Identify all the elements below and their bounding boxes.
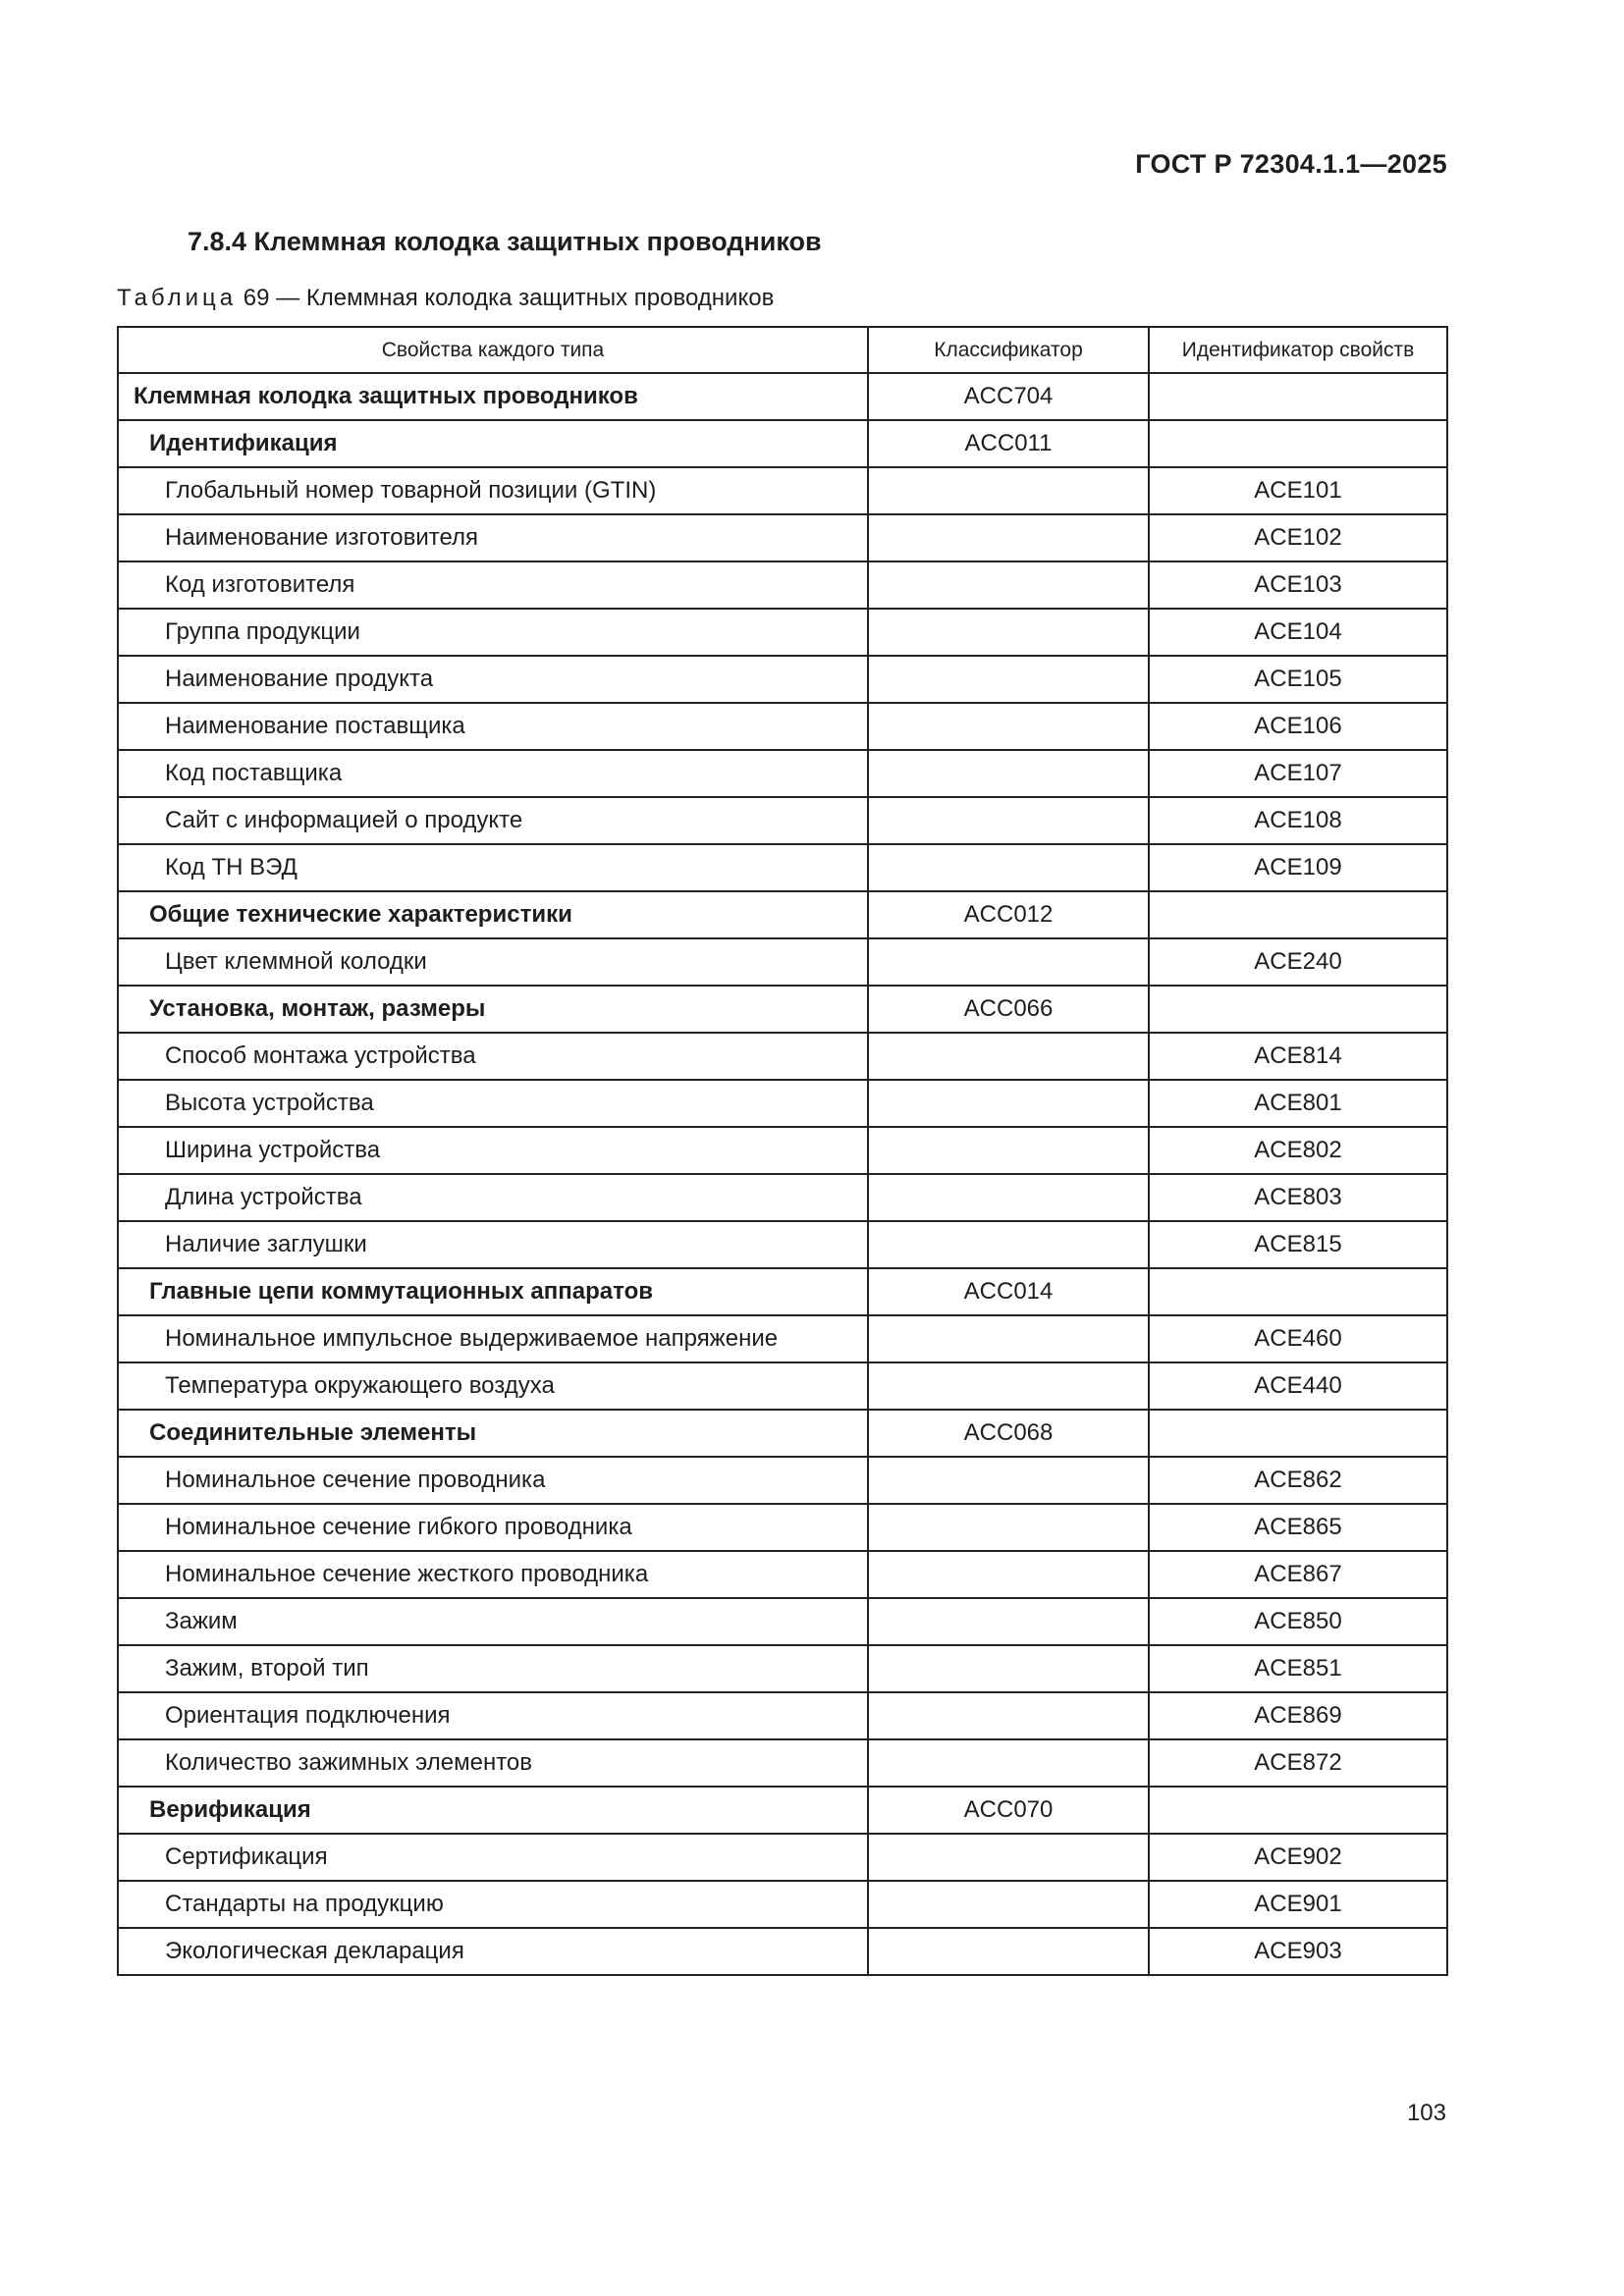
cell-property-name: Наименование поставщика [118, 703, 868, 750]
cell-property-name: Код ТН ВЭД [118, 844, 868, 891]
table-row [118, 1881, 1447, 1928]
cell-property-id: ACE107 [1149, 750, 1447, 797]
table-row [118, 1834, 1447, 1881]
cell-classifier: ACC704 [868, 373, 1149, 420]
cell-property-id: ACE851 [1149, 1645, 1447, 1692]
cell-property-id [1149, 1410, 1447, 1457]
table-row [118, 1362, 1447, 1410]
cell-property-id [1149, 891, 1447, 938]
cell-classifier [868, 1504, 1149, 1551]
table-row [118, 1315, 1447, 1362]
table-row [118, 1504, 1447, 1551]
cell-property-id [1149, 986, 1447, 1033]
cell-property-id [1149, 420, 1447, 467]
cell-property-name: Сайт с информацией о продукте [118, 797, 868, 844]
table-row [118, 609, 1447, 656]
cell-property-name: Ориентация подключения [118, 1692, 868, 1739]
table-row [118, 561, 1447, 609]
cell-property-id: ACE872 [1149, 1739, 1447, 1787]
table-row [118, 1787, 1447, 1834]
cell-property-id: ACE109 [1149, 844, 1447, 891]
cell-property-name: Номинальное сечение проводника [118, 1457, 868, 1504]
cell-classifier [868, 844, 1149, 891]
cell-property-name: Способ монтажа устройства [118, 1033, 868, 1080]
section-heading: 7.8.4 Клеммная колодка защитных проводников [188, 227, 822, 256]
cell-classifier [868, 1739, 1149, 1787]
page-number: 103 [1406, 2100, 1446, 2126]
cell-classifier: ACC068 [868, 1410, 1149, 1457]
cell-property-name: Номинальное сечение жесткого проводника [118, 1551, 868, 1598]
table-caption-label: Таблица [117, 285, 238, 311]
header-property-id: Идентификатор свойств [1149, 327, 1447, 373]
cell-classifier [868, 1598, 1149, 1645]
cell-property-name: Номинальное импульсное выдерживаемое напряжение [118, 1315, 868, 1362]
table-row [118, 1928, 1447, 1975]
cell-property-id [1149, 373, 1447, 420]
cell-property-name: Код поставщика [118, 750, 868, 797]
cell-property-name: Экологическая декларация [118, 1928, 868, 1975]
cell-property-id: ACE102 [1149, 514, 1447, 561]
cell-property-name: Наименование изготовителя [118, 514, 868, 561]
cell-property-id: ACE862 [1149, 1457, 1447, 1504]
cell-classifier [868, 1080, 1149, 1127]
cell-classifier [868, 1881, 1149, 1928]
table-row [118, 1410, 1447, 1457]
cell-property-id: ACE815 [1149, 1221, 1447, 1268]
cell-property-id: ACE903 [1149, 1928, 1447, 1975]
cell-classifier [868, 1551, 1149, 1598]
table-row [118, 420, 1447, 467]
cell-property-id: ACE104 [1149, 609, 1447, 656]
table-row [118, 514, 1447, 561]
cell-property-id: ACE460 [1149, 1315, 1447, 1362]
table-row [118, 844, 1447, 891]
cell-property-id: ACE902 [1149, 1834, 1447, 1881]
header-properties: Свойства каждого типа [118, 327, 868, 373]
table-row [118, 797, 1447, 844]
table-row [118, 467, 1447, 514]
cell-classifier [868, 609, 1149, 656]
table-row [118, 891, 1447, 938]
cell-property-name: Клеммная колодка защитных проводников [118, 373, 868, 420]
cell-property-name: Ширина устройства [118, 1127, 868, 1174]
cell-property-name: Установка, монтаж, размеры [118, 986, 868, 1033]
cell-property-name: Цвет клеммной колодки [118, 938, 868, 986]
cell-property-id: ACE850 [1149, 1598, 1447, 1645]
cell-property-name: Группа продукции [118, 609, 868, 656]
cell-property-id: ACE803 [1149, 1174, 1447, 1221]
cell-classifier [868, 750, 1149, 797]
table-row [118, 656, 1447, 703]
cell-property-name: Температура окружающего воздуха [118, 1362, 868, 1410]
cell-classifier [868, 1315, 1149, 1362]
table-row [118, 1598, 1447, 1645]
cell-property-name: Сертификация [118, 1834, 868, 1881]
table-row [118, 1645, 1447, 1692]
cell-property-name: Глобальный номер товарной позиции (GTIN) [118, 467, 868, 514]
cell-classifier [868, 1834, 1149, 1881]
cell-property-id: ACE869 [1149, 1692, 1447, 1739]
document-code: ГОСТ Р 72304.1.1—2025 [1135, 149, 1447, 179]
cell-classifier [868, 1457, 1149, 1504]
table-row [118, 1692, 1447, 1739]
cell-property-id: ACE240 [1149, 938, 1447, 986]
cell-property-id: ACE814 [1149, 1033, 1447, 1080]
table-row [118, 703, 1447, 750]
properties-table [117, 326, 1448, 1976]
table-caption [117, 285, 774, 312]
cell-property-id: ACE440 [1149, 1362, 1447, 1410]
cell-classifier: ACC014 [868, 1268, 1149, 1315]
table-header-row [118, 327, 1447, 373]
table-row [118, 1739, 1447, 1787]
table-row [118, 373, 1447, 420]
cell-classifier [868, 1928, 1149, 1975]
cell-classifier [868, 1645, 1149, 1692]
table-row [118, 986, 1447, 1033]
cell-classifier [868, 938, 1149, 986]
cell-property-id [1149, 1268, 1447, 1315]
table-row [118, 1174, 1447, 1221]
table-row [118, 1127, 1447, 1174]
cell-property-name: Количество зажимных элементов [118, 1739, 868, 1787]
table-body [118, 373, 1447, 1975]
cell-property-id: ACE106 [1149, 703, 1447, 750]
cell-classifier [868, 1221, 1149, 1268]
cell-classifier: ACC011 [868, 420, 1149, 467]
cell-classifier [868, 1692, 1149, 1739]
table-caption-text: 69 — Клеммная колодка защитных проводников [243, 285, 775, 311]
cell-property-id: ACE105 [1149, 656, 1447, 703]
cell-classifier [868, 1033, 1149, 1080]
cell-property-id: ACE101 [1149, 467, 1447, 514]
cell-property-name: Главные цепи коммутационных аппаратов [118, 1268, 868, 1315]
cell-property-name: Наименование продукта [118, 656, 868, 703]
table-row [118, 1268, 1447, 1315]
table-row [118, 750, 1447, 797]
table-row [118, 1080, 1447, 1127]
cell-property-id: ACE801 [1149, 1080, 1447, 1127]
header-classifier: Классификатор [868, 327, 1149, 373]
table-row [118, 1551, 1447, 1598]
cell-property-name: Идентификация [118, 420, 868, 467]
cell-classifier: ACC066 [868, 986, 1149, 1033]
cell-property-name: Соединительные элементы [118, 1410, 868, 1457]
cell-property-id: ACE867 [1149, 1551, 1447, 1598]
cell-classifier: ACC012 [868, 891, 1149, 938]
cell-property-name: Номинальное сечение гибкого проводника [118, 1504, 868, 1551]
cell-property-name: Верификация [118, 1787, 868, 1834]
cell-property-id: ACE802 [1149, 1127, 1447, 1174]
cell-property-name: Стандарты на продукцию [118, 1881, 868, 1928]
cell-classifier: ACC070 [868, 1787, 1149, 1834]
cell-classifier [868, 514, 1149, 561]
cell-classifier [868, 467, 1149, 514]
table-row [118, 1221, 1447, 1268]
cell-property-name: Высота устройства [118, 1080, 868, 1127]
cell-property-id: ACE108 [1149, 797, 1447, 844]
table-row [118, 1457, 1447, 1504]
table-row [118, 938, 1447, 986]
cell-property-name: Зажим, второй тип [118, 1645, 868, 1692]
cell-property-name: Код изготовителя [118, 561, 868, 609]
cell-property-name: Длина устройства [118, 1174, 868, 1221]
cell-property-id: ACE901 [1149, 1881, 1447, 1928]
cell-classifier [868, 797, 1149, 844]
cell-classifier [868, 1174, 1149, 1221]
cell-classifier [868, 561, 1149, 609]
cell-classifier [868, 703, 1149, 750]
cell-property-name: Наличие заглушки [118, 1221, 868, 1268]
cell-classifier [868, 1127, 1149, 1174]
cell-property-id: ACE865 [1149, 1504, 1447, 1551]
cell-property-id: ACE103 [1149, 561, 1447, 609]
cell-property-name: Общие технические характеристики [118, 891, 868, 938]
table-row [118, 1033, 1447, 1080]
cell-classifier [868, 1362, 1149, 1410]
cell-property-name: Зажим [118, 1598, 868, 1645]
cell-property-id [1149, 1787, 1447, 1834]
cell-classifier [868, 656, 1149, 703]
